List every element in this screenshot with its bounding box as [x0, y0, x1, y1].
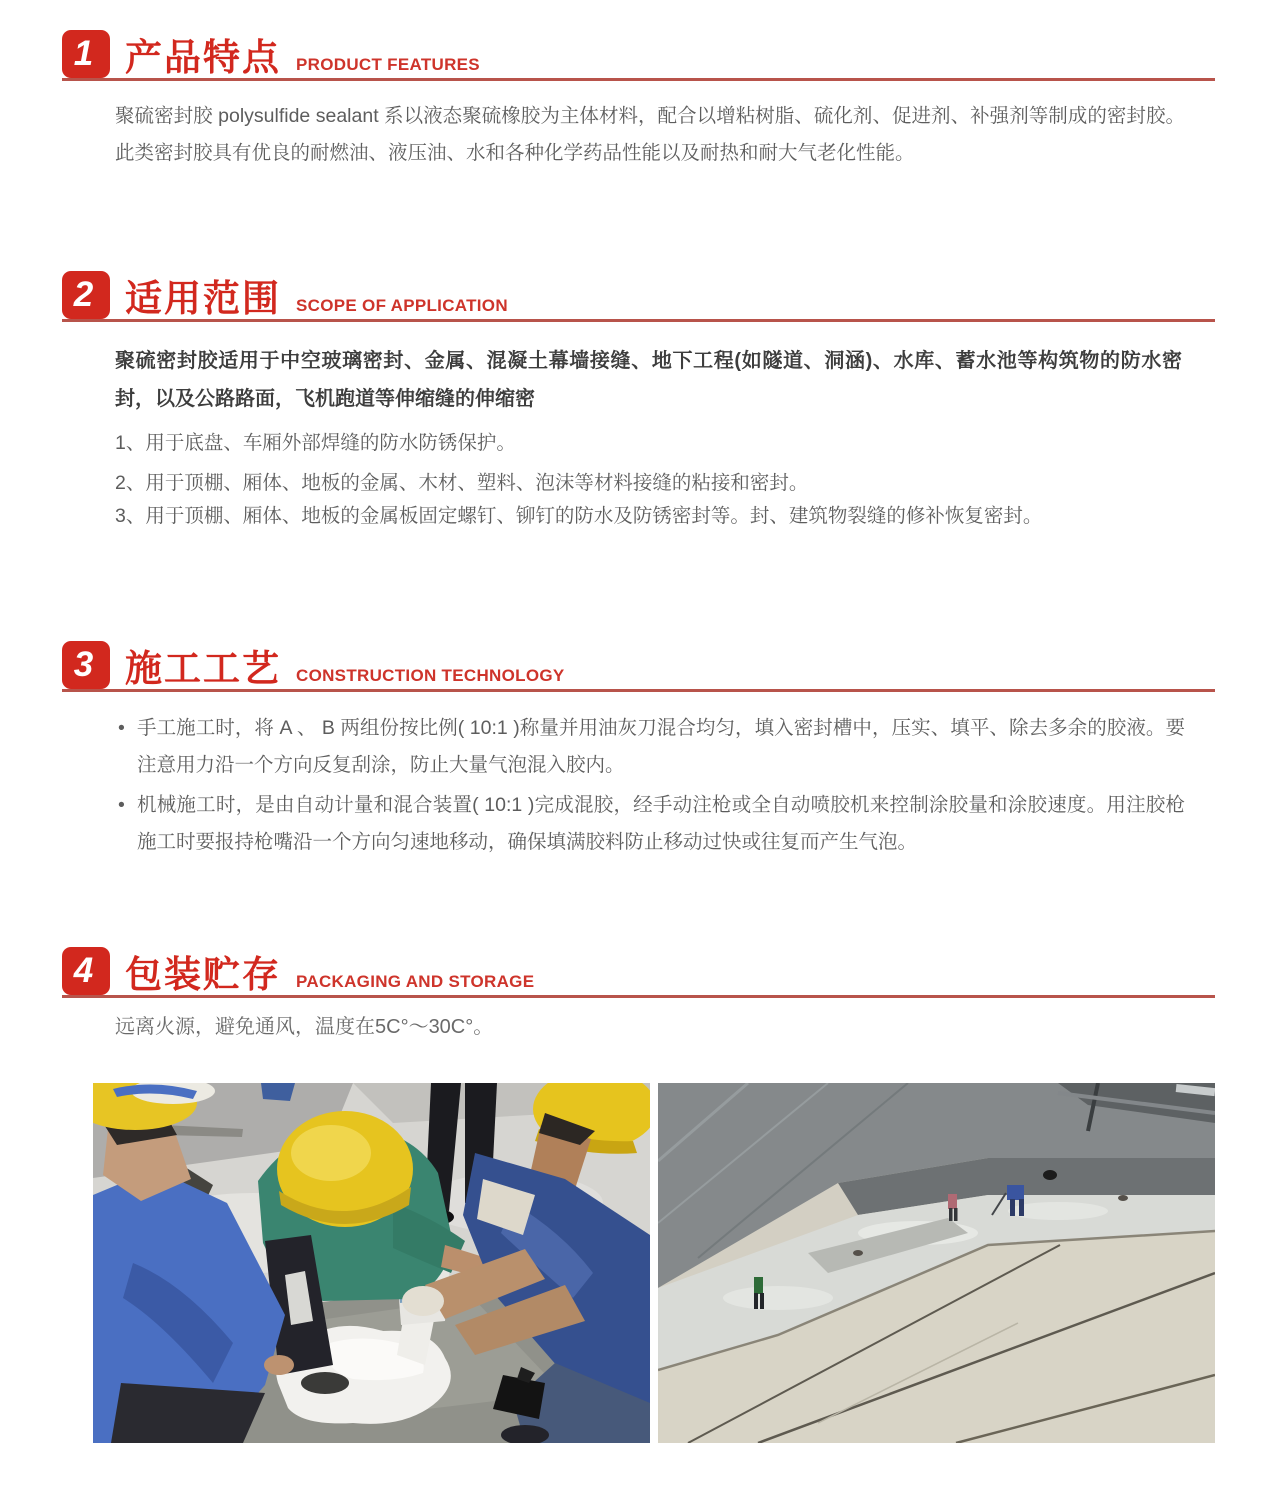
section-scope-of-application	[0, 272, 1280, 532]
application-list	[115, 428, 1185, 532]
application-item-3: 3、用于顶棚、厢体、地板的金属板固定螺钉、铆钉的防水及防锈密封等。封、建筑物裂缝的修补恢复密封。	[115, 505, 1043, 527]
dam-slope-illustration	[658, 1083, 1215, 1443]
photo-workers-applying-sealant	[93, 1083, 650, 1443]
section-4-header	[62, 948, 1215, 998]
section-4-subtitle: PACKAGING AND STORAGE	[296, 972, 535, 991]
section-2-title: 适用范围	[125, 278, 281, 319]
section-2-subtitle: SCOPE OF APPLICATION	[296, 296, 508, 315]
section-1-title: 产品特点	[125, 37, 281, 78]
construction-step-mechanical: • 机械施工时，是由自动计量和混合装置( 10:1 )完成混胶，经手动注枪或全自动喷胶机来控制涂胶量和涂胶速度。用注胶枪施工时要报持枪嘴沿一个方向匀速地移动，确保填满胶料防止移动过快或往复而产生气泡。	[118, 787, 1185, 861]
section-1-number-badge	[62, 30, 110, 78]
section-1-number: 1	[73, 34, 94, 73]
section-product-features	[0, 31, 1280, 172]
section-2-number: 2	[73, 275, 94, 314]
section-1-header	[62, 31, 1215, 81]
section-construction-technology	[0, 642, 1280, 861]
section-3-number-badge	[62, 641, 110, 689]
construction-step-manual: • 手工施工时，将 A 、 B 两组份按比例( 10:1 )称量并用油灰刀混合均匀，填入密封槽中，压实、填平、除去多余的胶液。要注意用力沿一个方向反复刮涂，防止大量气泡混入胶内。	[118, 710, 1185, 784]
section-1-subtitle: PRODUCT FEATURES	[296, 55, 480, 74]
section-3-number: 3	[73, 645, 94, 684]
section-2-number-badge	[62, 271, 110, 319]
section-2-header	[62, 272, 1215, 322]
application-item-2: 2、用于顶棚、厢体、地板的金属、木材、塑料、泡沫等材料接缝的粘接和密封。	[115, 472, 809, 494]
workers-applying-sealant-illustration	[93, 1083, 650, 1443]
photo-dam-slope-joints	[658, 1083, 1215, 1443]
section-3-title: 施工工艺	[125, 648, 281, 689]
section-4-title: 包装贮存	[125, 954, 281, 995]
application-item-1: 1、用于底盘、车厢外部焊缝的防水防锈保护。	[115, 432, 516, 454]
section-packaging-storage	[0, 948, 1280, 1044]
section-1-body: 聚硫密封胶 polysulfide sealant 系以液态聚硫橡胶为主体材料，配合以增粘树脂、硫化剂、促进剂、补强剂等制成的密封胶。此类密封胶具有优良的耐燃油、液压油、水和各种化学药品性能以及耐热和耐大气老化性能。	[115, 105, 1185, 164]
construction-steps-list	[118, 710, 1185, 861]
section-4-number: 4	[73, 951, 94, 990]
photo-row	[93, 1083, 1215, 1443]
section-4-number-badge	[62, 947, 110, 995]
storage-conditions-text: 远离火源，避免通风，温度在5C°～30C°。	[115, 1016, 494, 1038]
section-2-lead: 聚硫密封胶适用于中空玻璃密封、金属、混凝土幕墙接缝、地下工程(如隧道、洞涵)、水库、蓄水池等构筑物的防水密封，以及公路路面，飞机跑道等伸缩缝的伸缩密	[115, 350, 1182, 410]
section-3-header	[62, 642, 1215, 692]
section-3-subtitle: CONSTRUCTION TECHNOLOGY	[296, 666, 565, 685]
